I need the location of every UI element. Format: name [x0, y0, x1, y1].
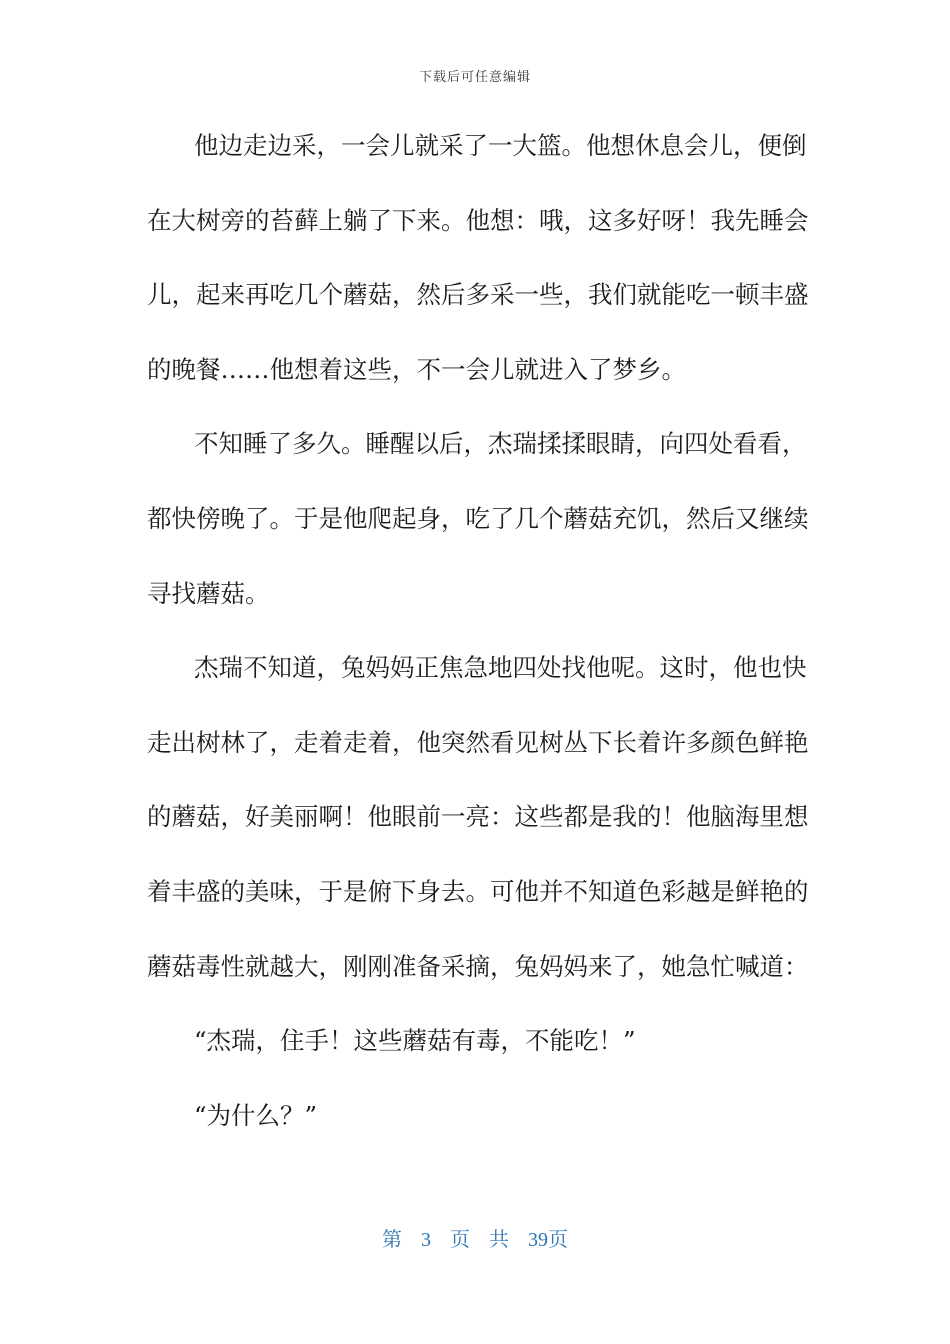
text-line-1: 他边走边采，一会儿就采了一大篮。他想休息会儿，便倒 — [194, 131, 807, 160]
page-header: 下载后可任意编辑 — [418, 70, 531, 85]
footer-total-pages: 39 — [528, 1229, 548, 1251]
footer-prefix: 第 — [382, 1229, 402, 1251]
text-line-9: 走出树林了，走着走着，他突然看见树丛下长着许多颜色鲜艳 — [147, 727, 809, 757]
text-line-3: 儿，起来再吃几个蘑菇，然后多采一些，我们就能吃一顿丰盛 — [147, 280, 809, 310]
footer-page-number: 3 — [421, 1229, 431, 1251]
text-line-8: 杰瑞不知道，兔妈妈正焦急地四处找他呢。这时，他也快 — [194, 653, 807, 683]
footer-total-label: 共 — [489, 1229, 509, 1251]
footer-suffix: 页 — [548, 1229, 568, 1251]
text-line-10: 的蘑菇，好美丽啊！他眼前一亮：这些都是我的！他脑海里想 — [147, 802, 809, 832]
text-line-14: “为什么？” — [194, 1100, 318, 1130]
text-line-13: “杰瑞，住手！这些蘑菇有毒，不能吃！” — [194, 1026, 636, 1056]
text-line-7: 寻找蘑菇。 — [147, 578, 270, 608]
text-line-12: 蘑菇毒性就越大，刚刚准备采摘，兔妈妈来了，她急忙喊道： — [147, 951, 809, 981]
text-line-5: 不知睡了多久。睡醒以后，杰瑞揉揉眼睛，向四处看看， — [194, 429, 807, 459]
text-line-6: 都快傍晚了。于是他爬起身，吃了几个蘑菇充饥，然后又继续 — [147, 503, 809, 533]
document-body — [147, 120, 809, 1164]
text-line-2: 在大树旁的苔藓上躺了下来。他想：哦，这多好呀！我先睡会 — [147, 205, 809, 235]
text-line-11: 着丰盛的美味，于是俯下身去。可他并不知道色彩越是鲜艳的 — [147, 876, 809, 906]
page-footer — [0, 1223, 950, 1252]
text-line-4: 的晚餐……他想着这些，不一会儿就进入了梦乡。 — [147, 354, 686, 384]
footer-page-label: 页 — [450, 1229, 470, 1251]
